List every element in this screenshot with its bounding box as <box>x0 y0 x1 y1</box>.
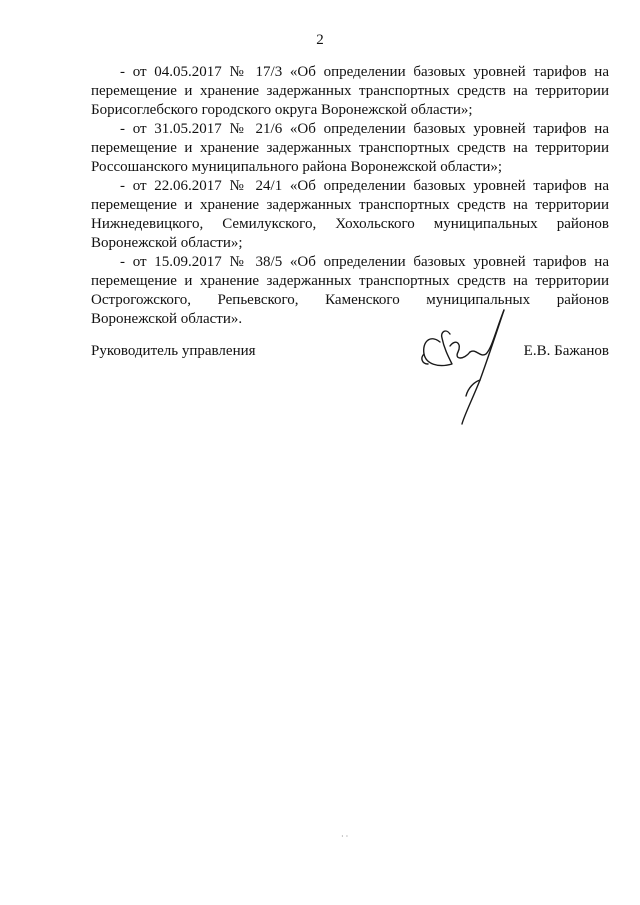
signature-block <box>91 343 609 373</box>
list-item-line: Воронежской области»; <box>91 235 243 251</box>
list-item-line: - от 22.06.2017 № 24/1 «Об определении базовых уровней тарифов на <box>120 178 609 194</box>
list-item-line: перемещение и хранение задержанных транспортных средств на территории <box>91 83 609 99</box>
document-body <box>91 63 609 329</box>
list-item-line: - от 31.05.2017 № 21/6 «Об определении базовых уровней тарифов на <box>120 121 609 137</box>
list-item-line: Борисоглебского городского округа Воронежской области»; <box>91 102 473 118</box>
list-item <box>91 120 609 177</box>
list-item <box>91 177 609 253</box>
list-item <box>91 63 609 120</box>
footer-mark: · · <box>341 832 349 841</box>
list-item-line: Воронежской области». <box>91 311 243 327</box>
handwritten-signature <box>418 308 518 426</box>
signer-title: Руководитель управления <box>91 343 256 359</box>
list-item-line: перемещение и хранение задержанных транспортных средств на территории <box>91 140 609 156</box>
list-item-line: Острогожского, Репьевского, Каменского муниципальных районов <box>91 292 609 308</box>
list-item-line: Нижнедевицкого, Семилукского, Хохольского муниципальных районов <box>91 216 609 232</box>
list-item-line: - от 15.09.2017 № 38/5 «Об определении базовых уровней тарифов на <box>120 254 609 270</box>
list-item-line: Россошанского муниципального района Воронежской области»; <box>91 159 503 175</box>
list-item <box>91 253 609 329</box>
list-item-line: - от 04.05.2017 № 17/3 «Об определении базовых уровней тарифов на <box>120 64 609 80</box>
list-item-line: перемещение и хранение задержанных транспортных средств на территории <box>91 273 609 289</box>
signer-name: Е.В. Бажанов <box>523 343 609 359</box>
list-item-line: перемещение и хранение задержанных транспортных средств на территории <box>91 197 609 213</box>
page-number: 2 <box>316 32 324 48</box>
